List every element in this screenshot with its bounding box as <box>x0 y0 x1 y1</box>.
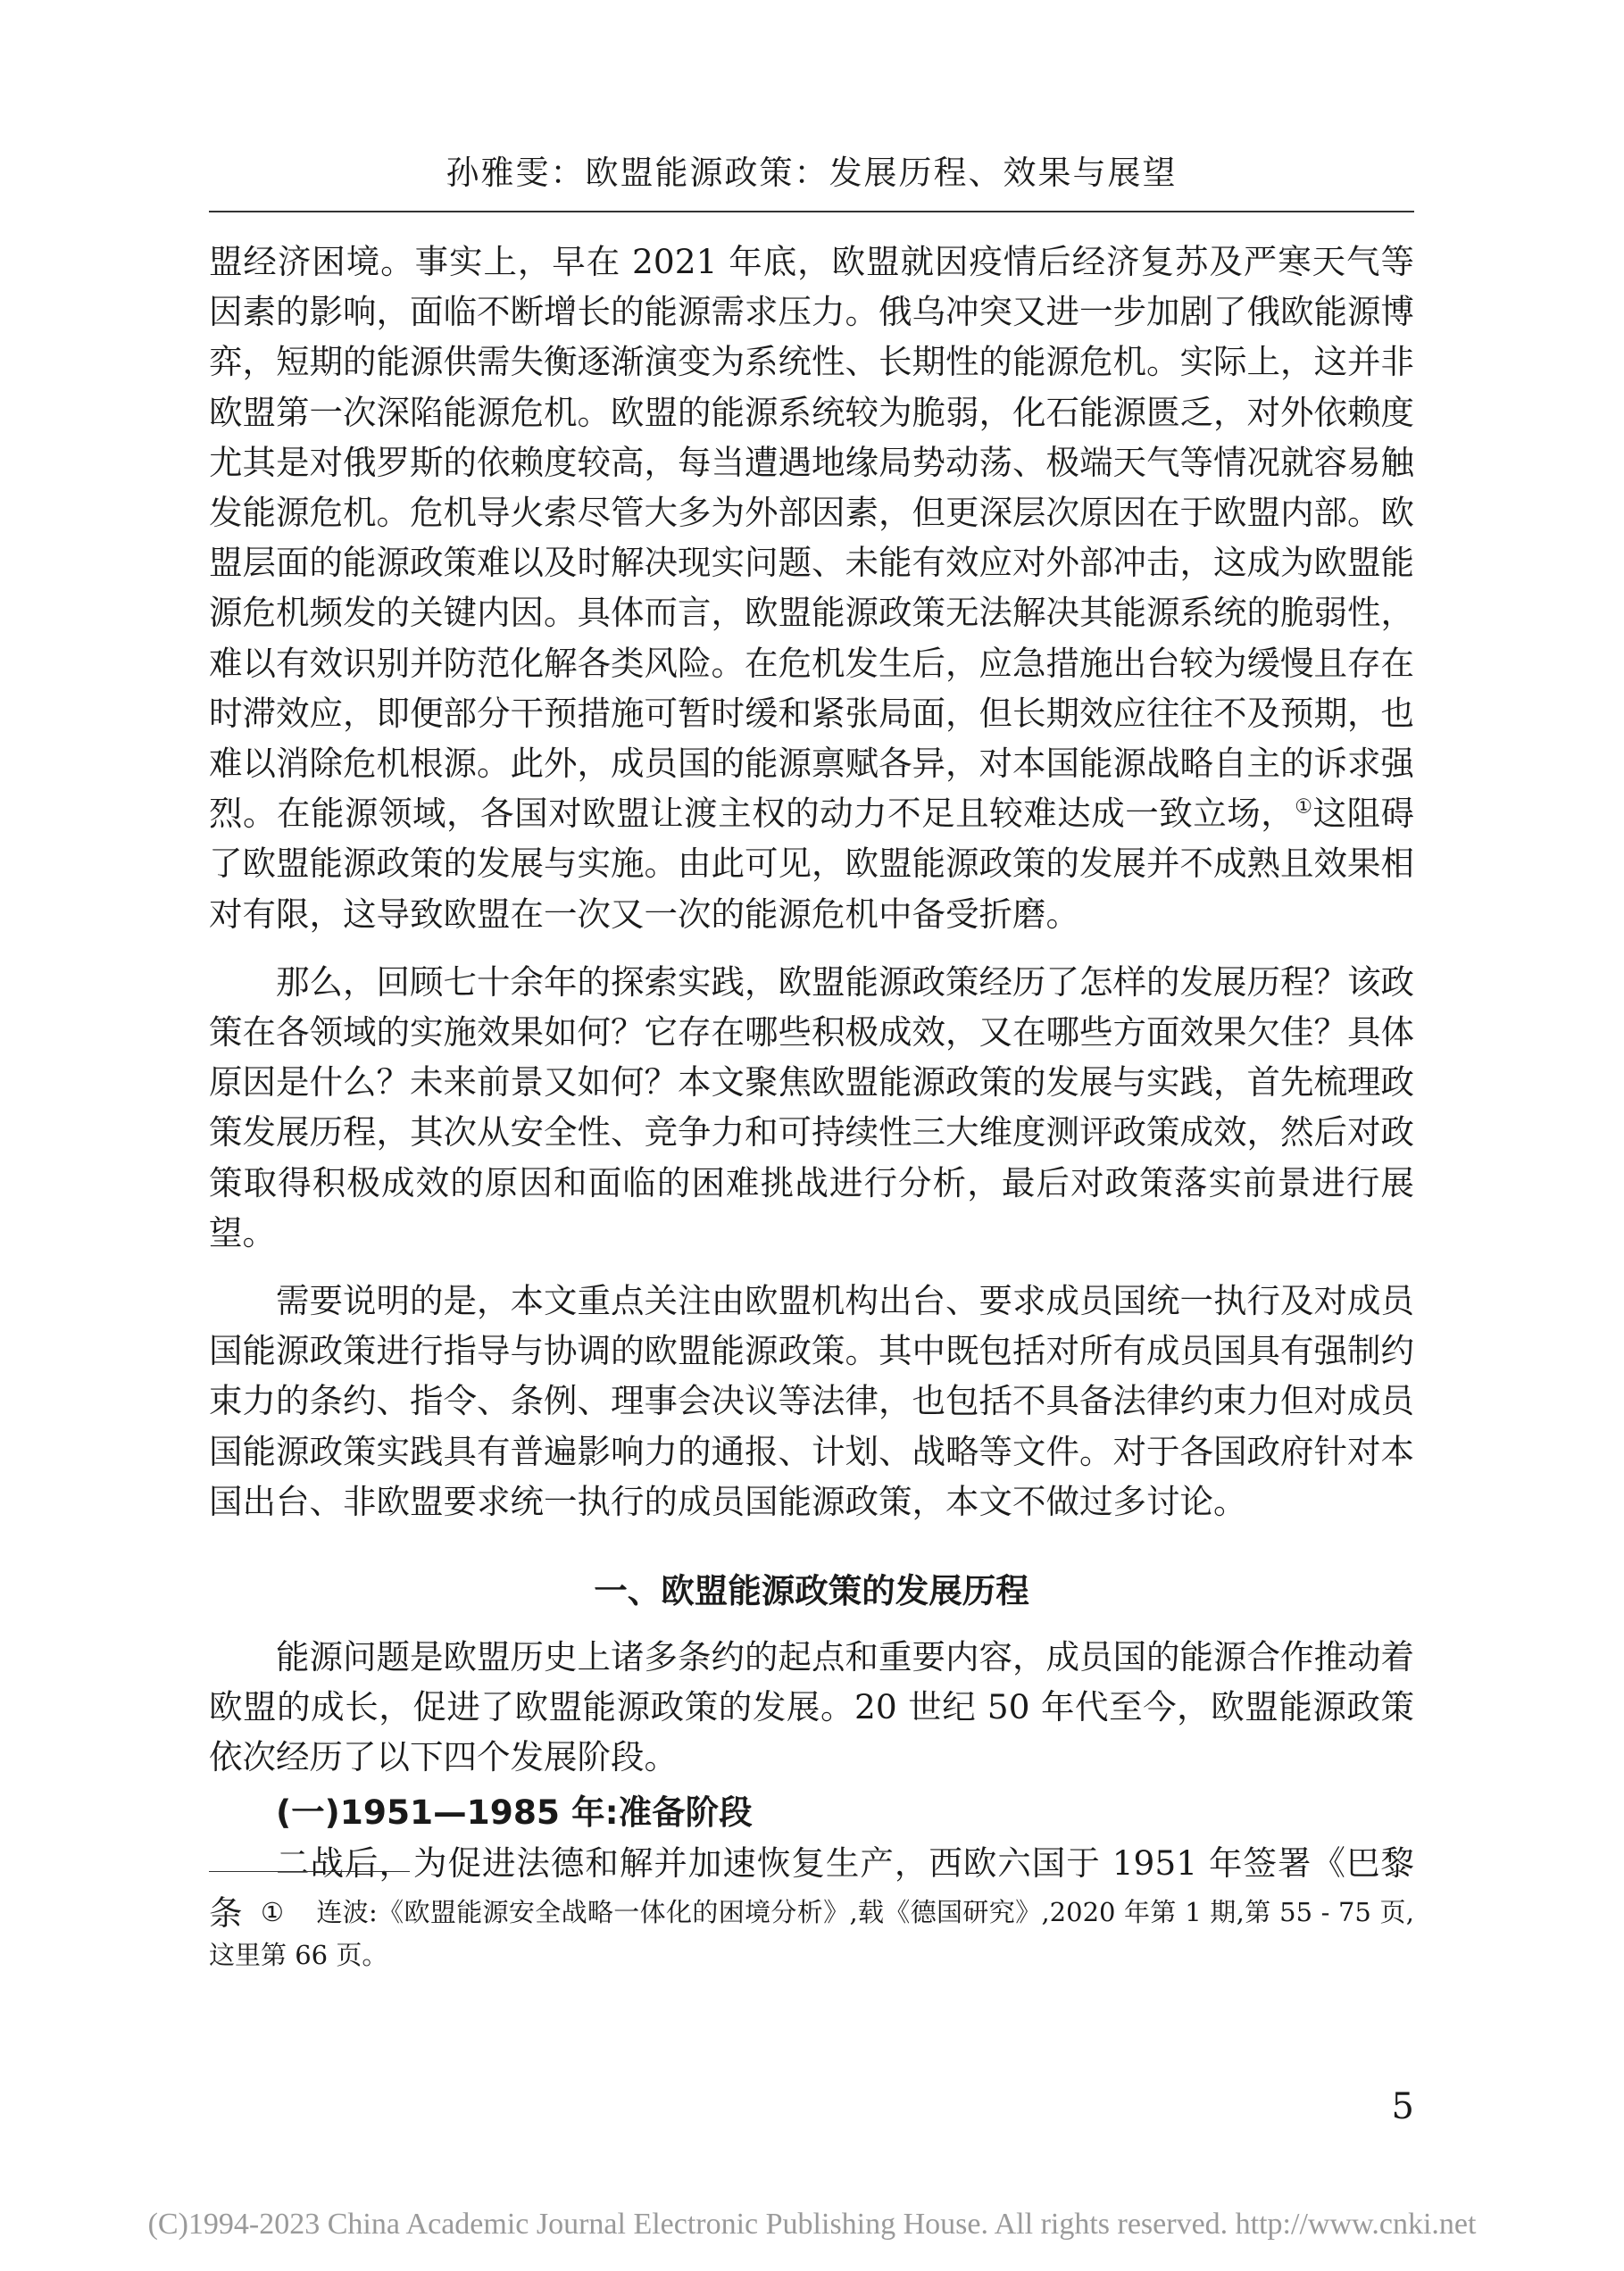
footnote-reference[interactable]: ① <box>1295 795 1313 819</box>
footnote-rule <box>209 1871 410 1872</box>
header-rule <box>209 211 1414 212</box>
running-header: 孙雅雯：欧盟能源政策：发展历程、效果与展望 <box>446 154 1178 192</box>
copyright-notice: (C)1994-2023 China Academic Journal Electronic Publishing House. All rights reserved. http://www.cnki.net <box>147 2208 1477 2241</box>
body-text <box>209 237 1414 1938</box>
subsection-heading: (一)1951—1985 年:准备阶段 <box>276 1792 753 1832</box>
paragraph-3: 需要说明的是，本文重点关注由欧盟机构出台、要求成员国统一执行及对成员国能源政策进行指导与协调的欧盟能源政策。其中既包括对所有成员国具有强制约束力的条约、指令、条例、理事会决议等法律，也包括不具备法律约束力但对成员国能源政策实践具有普遍影响力的通报、计划、战略等文件。对于各国政府针对本国出台、非欧盟要求统一执行的成员国能源政策，本文不做过多讨论。 <box>209 1281 1414 1521</box>
paragraph-2: 那么，回顾七十余年的探索实践，欧盟能源政策经历了怎样的发展历程？该政策在各领域的实施效果如何？它存在哪些积极成效，又在哪些方面效果欠佳？具体原因是什么？未来前景又如何？本文聚焦欧盟能源政策的发展与实践，首先梳理政策发展历程，其次从安全性、竞争力和可持续性三大维度测评政策成效，然后对政策取得积极成效的原因和面临的困难挑战进行分析，最后对政策落实前景进行展望。 <box>209 961 1414 1252</box>
paragraph-1 <box>209 237 1414 939</box>
footnote-number: ① <box>261 1897 285 1927</box>
paragraph-1-tail: 这阻碍了欧盟能源政策的发展与实施。由此可见，欧盟能源政策的发展并不成熟且效果相对有限，这导致欧盟在一次又一次的能源危机中备受折磨。 <box>209 794 1414 934</box>
footnote-text: 连波:《欧盟能源安全战略一体化的困境分析》,载《德国研究》,2020 年第 1 期,第 55 - 75 页,这里第 66 页。 <box>209 1897 1415 1970</box>
footnote <box>209 1891 1414 1976</box>
paragraph-5: 二战后，为促进法德和解并加速恢复生产，西欧六国于 1951 年签署《巴黎条 <box>209 1843 1414 1933</box>
page-number: 5 <box>1391 2086 1414 2127</box>
paragraph-4: 能源问题是欧盟历史上诸多条约的起点和重要内容，成员国的能源合作推动着欧盟的成长，促进了欧盟能源政策的发展。20 世纪 50 年代至今，欧盟能源政策依次经历了以下四个发展阶段。 <box>209 1637 1414 1777</box>
section-heading: 一、欧盟能源政策的发展历程 <box>594 1571 1029 1611</box>
paragraph-1-text: 盟经济困境。事实上，早在 2021 年底，欧盟就因疫情后经济复苏及严寒天气等因素的影响，面临不断增长的能源需求压力。俄乌冲突又进一步加剧了俄欧能源博弈，短期的能源供需失衡逐渐演变为系统性、长期性的能源危机。实际上，这并非欧盟第一次深陷能源危机。欧盟的能源系统较为脆弱，化石能源匮乏，对外依赖度尤其是对俄罗斯的依赖度较高，每当遭遇地缘局势动荡、极端天气等情况就容易触发能源危机。危机导火索尽管大多为外部因素，但更深层次原因在于欧盟内部。欧盟层面的能源政策难以及时解决现实问题、未能有效应对外部冲击，这成为欧盟能源危机频发的关键内因。具体而言，欧盟能源政策无法解决其能源系统的脆弱性，难以有效识别并防范化解各类风险。在危机发生后，应急措施出台较为缓慢且存在时滞效应，即便部分干预措施可暂时缓和紧张局面，但长期效应往往不及预期，也难以消除危机根源。此外，成员国的能源禀赋各异，对本国能源战略自主的诉求强烈。在能源领域，各国对欧盟让渡主权的动力不足且较难达成一致立场， <box>209 242 1414 834</box>
